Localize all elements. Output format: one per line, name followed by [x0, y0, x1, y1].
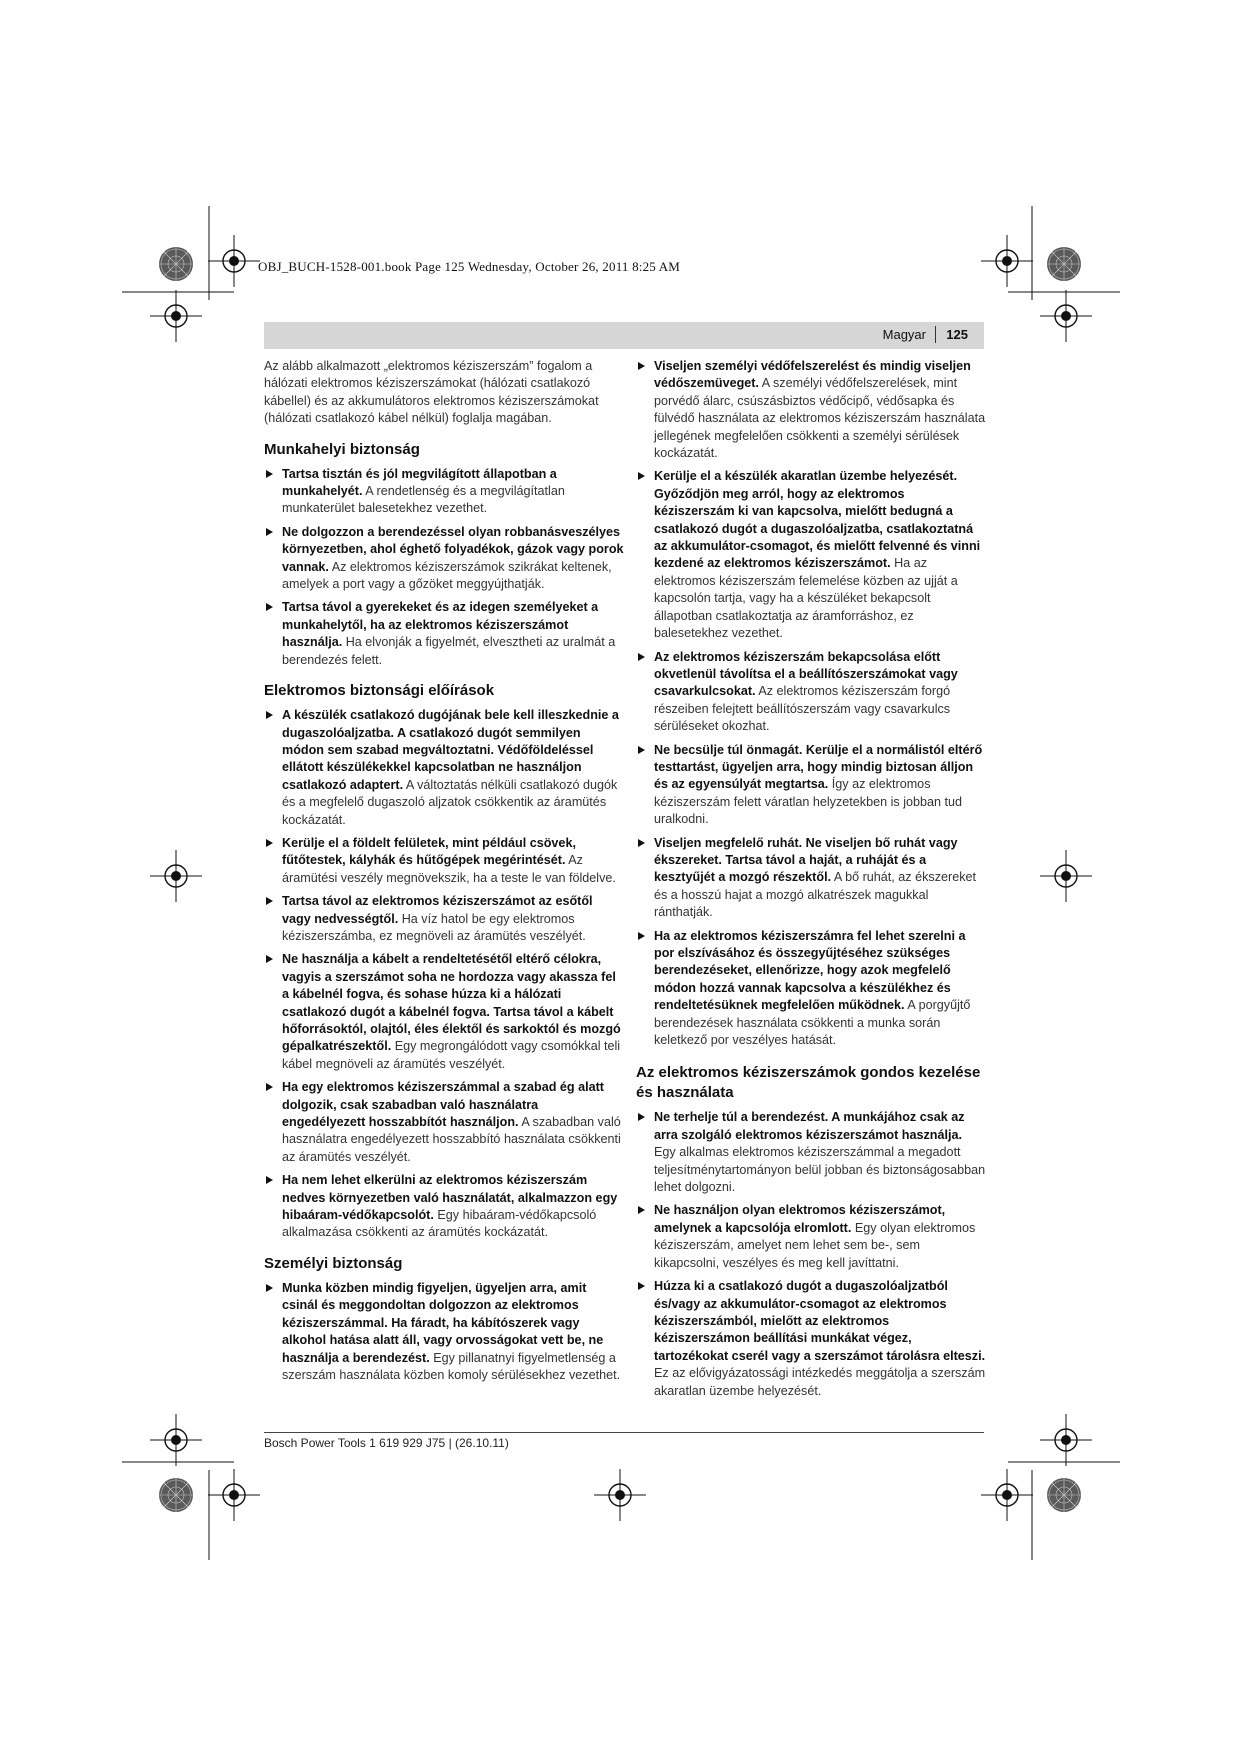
footer-divider: [264, 1432, 984, 1433]
list-item: [264, 835, 624, 887]
safety-list: [264, 466, 624, 669]
page-footer: Bosch Power Tools 1 619 929 J75 | (26.10.11): [264, 1436, 509, 1450]
bullet-triangle-icon: [638, 653, 645, 661]
print-slug: OBJ_BUCH-1528-001.book Page 125 Wednesday, October 26, 2011 8:25 AM: [258, 259, 681, 274]
item-bold: Tartsa távol a gyerekeket és az idegen személyeket a munkahelytől, ha az elektromos kéziszerszámot használja.: [282, 600, 599, 650]
list-item: [264, 707, 624, 829]
crosshair-icon: [150, 1414, 202, 1466]
list-item: [264, 1172, 624, 1242]
bullet-triangle-icon: [266, 603, 273, 611]
item-text: A szabadban való használatra engedélyezett hosszabbító használata csökkenti az áramütés veszélyét.: [282, 1115, 621, 1164]
item-text: Egy pillanatnyi figyelmetlenség a szerszám használata közben komoly sérülésekhez vezethet.: [282, 1350, 621, 1382]
item-bold: Tartsa tisztán és jól megvilágított állapotban a munkahelyét.: [282, 466, 557, 499]
crosshair-icon: [594, 1469, 646, 1521]
safety-list: [636, 358, 986, 1049]
bullet-triangle-icon: [266, 839, 273, 847]
bullet-triangle-icon: [638, 472, 645, 480]
bullet-triangle-icon: [266, 470, 273, 478]
page-header: [264, 322, 984, 349]
list-item: [264, 1280, 624, 1384]
crosshair-icon: [208, 235, 260, 287]
registration-wheel-icon: [1047, 1478, 1081, 1512]
bullet-triangle-icon: [266, 897, 273, 905]
item-text: Egy olyan elektromos kéziszerszám, amelyet nem lehet sem be-, sem kikapcsolni, veszélyes és meg kell javíttatni.: [654, 1220, 976, 1270]
item-bold: Húzza ki a csatlakozó dugót a dugaszolóaljzatból és/vagy az akkumulátor-csomagot az elektromos kéziszerszámból, mielőtt az elektromos kéziszerszámon beállítási munkákat végez, tartozékokat cserél vagy a szerszámot tárolásra elteszi.: [654, 1279, 986, 1363]
list-item: [264, 599, 624, 669]
item-bold: Kerülje el a földelt felületek, mint például csövek, fűtőtestek, kályhák és hűtőgépek megérintését.: [282, 835, 576, 868]
item-bold: Ne terhelje túl a berendezést. A munkájához csak az arra szolgáló elektromos kéziszerszámot használja.: [654, 1110, 965, 1142]
item-text: A bő ruhát, az ékszereket és a hosszú hajat a mozgó alkatrészek magukkal ránthatják.: [654, 870, 976, 920]
bullet-triangle-icon: [266, 528, 273, 536]
list-item: [264, 524, 624, 594]
item-text: A változtatás nélküli csatlakozó dugók és a megfelelő dugaszoló aljzatok csökkentik az áramütés kockázatát.: [282, 777, 618, 827]
crosshair-icon: [981, 235, 1033, 287]
safety-list: [264, 707, 624, 1242]
item-text: A porgyűjtő berendezések használata csökkenti a munka során keletkező por veszélyes hatását.: [654, 998, 971, 1048]
right-column: [636, 358, 986, 1406]
item-text: Ha az elektromos kéziszerszám felemelése közben az ujját a kapcsolón tartja, vagy ha a készüléket bekapcsolt állapotban csatlakoztatja az áramforráshoz, ez balesetekhez vezethet.: [654, 556, 958, 641]
left-column: [264, 358, 624, 1390]
registration-wheel-icon: [159, 247, 193, 281]
item-text: Az elektromos kéziszerszámok szikrákat keltenek, amelyek a port vagy a gőzöket meggyújthatják.: [282, 559, 612, 592]
bullet-triangle-icon: [638, 1113, 645, 1121]
bullet-triangle-icon: [266, 955, 273, 963]
list-item: [636, 1109, 986, 1196]
list-item: [264, 1079, 624, 1166]
bullet-triangle-icon: [266, 1284, 273, 1292]
list-item: [636, 358, 986, 462]
item-bold: Kerülje el a készülék akaratlan üzembe helyezését. Győződjön meg arról, hogy az elektromos kéziszerszám ki van kapcsolva, mielőtt bedugná a csatlakozó dugót a dugaszolóaljzatba, csatlakoztatná az akkumulátor-csomagot, és mielőtt felvenné és vinni kezdené az elektromos kéziszerszámot.: [654, 469, 981, 571]
list-item: [264, 893, 624, 945]
list-item: [264, 951, 624, 1073]
item-text: A személyi védőfelszerelések, mint porvédő álarc, csúszásbiztos védőcipő, védősapka és fülvédő használata az elektromos kéziszerszám használata jellegének megfelelően csökkenti a személyi sérülések kockázatát.: [654, 376, 986, 461]
page-number: 125: [946, 327, 968, 342]
bullet-triangle-icon: [266, 1176, 273, 1184]
intro-paragraph: Az alább alkalmazott „elektromos kéziszerszám” fogalom a hálózati elektromos kéziszerszámokat (hálózati csatlakozó kábellel) és az akkumulátoros elektromos kéziszerszámokat (hálózati csatlakozó kábel nélkül) foglalja magában.: [264, 359, 599, 426]
item-text: Ha elvonják a figyelmét, elvesztheti az uralmát a berendezés felett.: [282, 635, 616, 667]
item-text: Egy alkalmas elektromos kéziszerszámmal a megadott teljesítménytartományon belül jobban és biztonságosabban lehet dolgozni.: [654, 1145, 986, 1195]
section-heading: Munkahelyi biztonság: [264, 440, 420, 458]
bullet-triangle-icon: [638, 932, 645, 940]
list-item: [636, 928, 986, 1050]
item-bold: Ha egy elektromos kéziszerszámmal a szabad ég alatt dolgozik, csak szabadban való használatra engedélyezett hosszabbítót használjon.: [282, 1080, 604, 1130]
crosshair-icon: [1040, 850, 1092, 902]
section-heading: Személyi biztonság: [264, 1254, 403, 1272]
item-bold: A készülék csatlakozó dugójának bele kell illeszkednie a dugaszolóaljzatba. A csatlakozó dugót semmilyen módon sem szabad megváltoztatni. Védőföldeléssel ellátott készülékekkel kapcsolatban ne használjon csatlakozó adaptert.: [282, 708, 619, 792]
item-bold: Ne becsülje túl önmagát. Kerülje el a normálistól eltérő testtartást, ügyeljen arra, hogy mindig biztosan álljon és az egyensúlyát megtartsa.: [654, 742, 983, 792]
list-item: [636, 742, 986, 829]
bullet-triangle-icon: [266, 711, 273, 719]
item-text: Így az elektromos kéziszerszám felett váratlan helyzetekben is jobban tud uralkodni.: [654, 777, 963, 827]
crosshair-icon: [1040, 290, 1092, 342]
registration-wheel-icon: [1047, 247, 1081, 281]
item-bold: Ha az elektromos kéziszerszámra fel lehet szerelni a por elszívásához és összegyűjtéséhez szükséges berendezéseket, ellenőrizze, hogy azok megfelelő módon hozzá vannak kapcsolva a készülékhez és rendeltetésüknek megfelelően működnek.: [654, 928, 966, 1013]
header-language: Magyar: [882, 327, 926, 342]
item-text: Ha víz hatol be egy elektromos kéziszerszámba, ez megnöveli az áramütés veszélyét.: [282, 911, 586, 943]
item-text: Egy hibaáram-védőkapcsoló alkalmazása csökkenti az áramütés kockázatát.: [282, 1208, 597, 1240]
bullet-triangle-icon: [638, 746, 645, 754]
item-bold: Az elektromos kéziszerszám bekapcsolása előtt okvetlenül távolítsa el a beállítószerszámokat vagy csavarkulcsokat.: [654, 649, 958, 699]
bullet-triangle-icon: [266, 1083, 273, 1091]
bullet-triangle-icon: [638, 1282, 645, 1290]
bullet-triangle-icon: [638, 362, 645, 370]
list-item: [636, 1278, 986, 1400]
item-bold: Ne használja a kábelt a rendeltetésétől eltérő célokra, vagyis a szerszámot soha ne hordozza vagy akassza fel a kábelnél fogva, és sohase húzza ki a hálózati csatlakozó dugót a kábelnél fogva. Tartsa távol a kábelt hőforrásoktól, olajtól, éles élektől és sarkoktól és mozgó gépalkatrészektől.: [282, 952, 621, 1054]
list-item: [264, 466, 624, 518]
item-bold: Viseljen megfelelő ruhát. Ne viseljen bő ruhát vagy ékszereket. Tartsa távol a haját, a ruháját és a kesztyűjét a mozgó részektől.: [654, 835, 958, 885]
item-text: Az elektromos kéziszerszám forgó részeiben felejtett beállítószerszám vagy csavarkulcs sérüléseket okozhat.: [654, 684, 951, 734]
section-heading: Elektromos biztonsági előírások: [264, 682, 495, 700]
crosshair-icon: [1040, 1414, 1092, 1466]
item-text: Egy megrongálódott vagy csomókkal teli kábel megnöveli az áramütés veszélyét.: [282, 1039, 621, 1071]
section-heading: Az elektromos kéziszerszámok gondos kezelése és használata: [636, 1064, 981, 1102]
safety-list: [636, 1109, 986, 1400]
crosshair-icon: [150, 850, 202, 902]
safety-list: [264, 1280, 624, 1384]
bullet-triangle-icon: [638, 839, 645, 847]
crosshair-icon: [150, 290, 202, 342]
item-bold: Viseljen személyi védőfelszerelést és mindig viseljen védőszemüveget.: [654, 359, 971, 391]
item-text: Ez az elővigyázatossági intézkedés meggátolja a szerszám akaratlan üzembe helyezését.: [654, 1366, 986, 1398]
crosshair-icon: [208, 1469, 260, 1521]
list-item: [636, 468, 986, 642]
item-bold: Munka közben mindig figyeljen, ügyeljen arra, amit csinál és meggondoltan dolgozzon az elektromos kéziszerszámmal. Ha fáradt, ha kábítószerek vagy alkohol hatása alatt áll, vagy orvosságokat vett be, ne használja a berendezést.: [282, 1280, 604, 1365]
registration-wheel-icon: [159, 1478, 193, 1512]
list-item: [636, 649, 986, 736]
item-bold: Ne használjon olyan elektromos kéziszerszámot, amelynek a kapcsolója elromlott.: [654, 1203, 946, 1235]
list-item: [636, 1202, 986, 1272]
item-bold: Ne dolgozzon a berendezéssel olyan robbanásveszélyes környezetben, ahol éghető folyadékok, gázok vagy porok vannak.: [282, 524, 624, 574]
item-text: A rendetlenség és a megvilágítatlan munkaterület balesetekhez vezethet.: [282, 484, 565, 516]
item-bold: Ha nem lehet elkerülni az elektromos kéziszerszám nedves környezetben való használatát, alkalmazzon egy hibaáram-védőkapcsolót.: [282, 1173, 618, 1223]
header-divider: [935, 326, 936, 343]
item-bold: Tartsa távol az elektromos kéziszerszámot az esőtől vagy nedvességtől.: [282, 894, 593, 926]
crosshair-icon: [981, 1469, 1033, 1521]
bullet-triangle-icon: [638, 1206, 645, 1214]
item-text: Az áramütési veszély megnövekszik, ha a teste le van földelve.: [282, 853, 616, 885]
list-item: [636, 835, 986, 922]
